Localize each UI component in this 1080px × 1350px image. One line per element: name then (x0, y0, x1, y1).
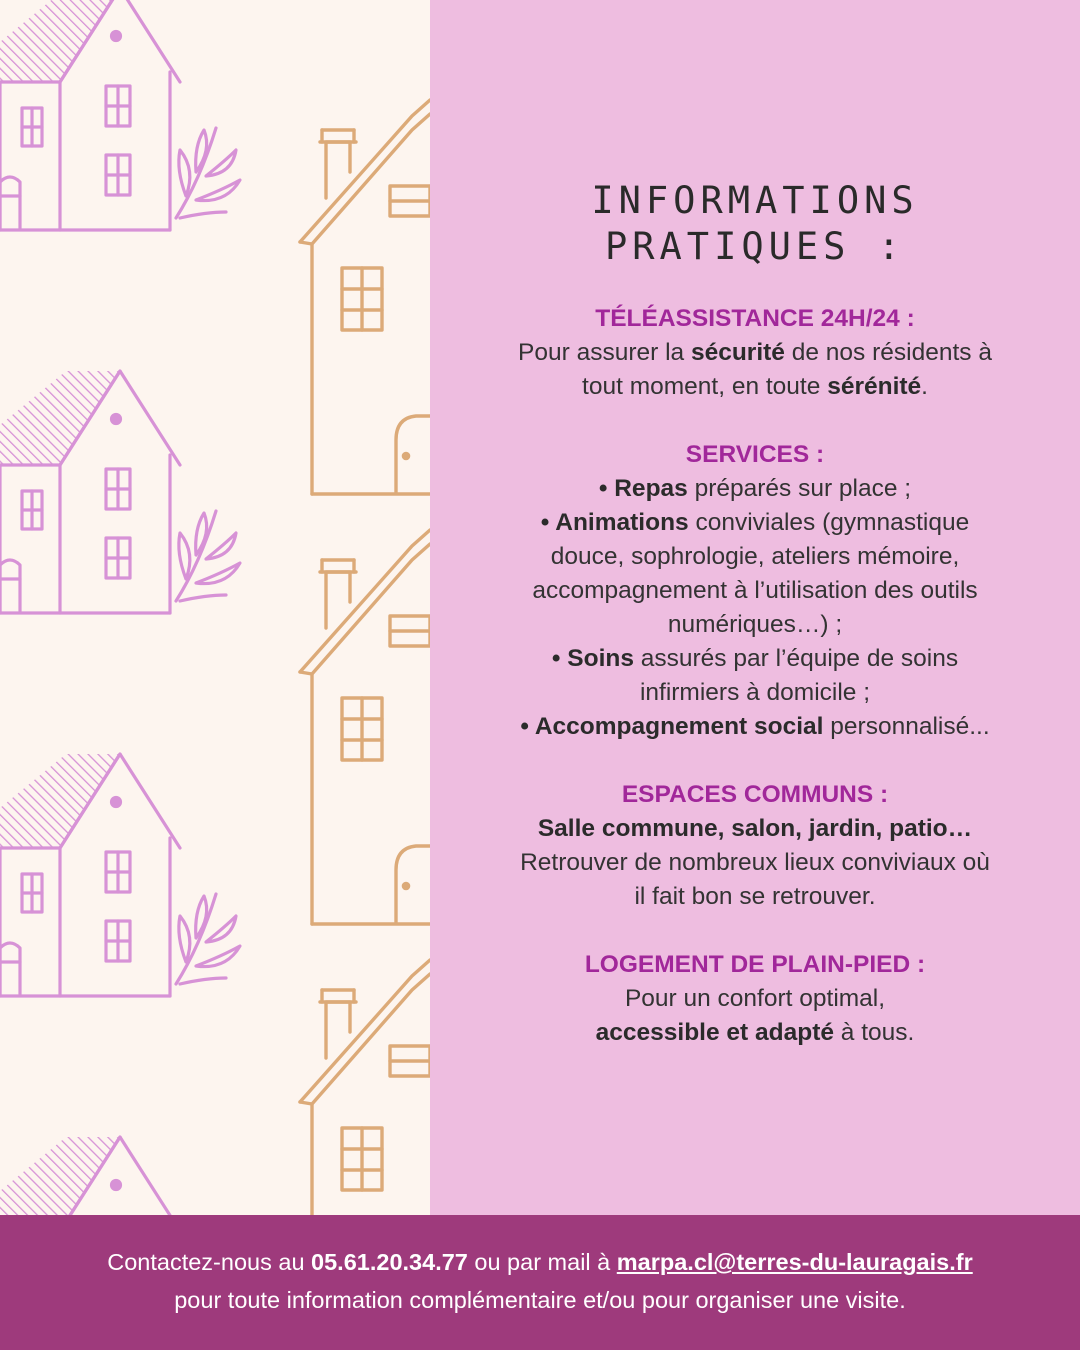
contact-footer (0, 1215, 1080, 1350)
text-span: . (921, 373, 928, 400)
phone-number[interactable]: 05.61.20.34.77 (311, 1249, 468, 1275)
text-span: assurés par l’équipe de soins (633, 645, 959, 672)
text-line: douce, sophrologie, ateliers mémoire, (550, 543, 960, 570)
text-span: ou par mail à (467, 1249, 617, 1275)
bold-text: sécurité (690, 339, 785, 366)
bold-text: • Soins (551, 645, 634, 672)
house-icon (0, 1137, 240, 1215)
title-line-2: PRATIQUES : (604, 225, 906, 268)
section-teleassistance (470, 302, 1040, 404)
bold-text: • Repas (598, 475, 688, 502)
text-line: il fait bon se retrouver. (634, 883, 876, 910)
text-span: conviviales (gymnastique (688, 509, 970, 536)
house-icon (0, 754, 240, 996)
text-line (470, 336, 1040, 370)
section-espaces-communs (470, 778, 1040, 914)
text-line: accompagnement à l’utilisation des outils (532, 577, 978, 604)
text-line: numériques…) ; (667, 611, 843, 638)
bold-text: • Animations (540, 509, 689, 536)
bold-text: sérénité (827, 373, 922, 400)
contact-line-2: pour toute information complémentaire et/ou pour organiser une visite. (174, 1287, 906, 1313)
bold-text: accessible et adapté (595, 1019, 834, 1046)
text-span: tout moment, en toute (582, 373, 828, 400)
text-line: Pour un confort optimal, (624, 985, 886, 1012)
text-span: personnalisé... (823, 713, 990, 740)
house-icon (300, 100, 430, 494)
house-icon (0, 371, 240, 613)
house-icon (0, 0, 240, 230)
section-services (470, 438, 1040, 744)
house-icon (300, 530, 430, 924)
section-heading: ESPACES COMMUNS : (621, 781, 889, 808)
title-line-1: INFORMATIONS (591, 179, 919, 222)
info-panel (430, 0, 1080, 1215)
list-item (470, 506, 1040, 540)
text-span: Contactez-nous au (107, 1249, 312, 1275)
bold-text: • Accompagnement social (520, 713, 824, 740)
house-pattern (0, 0, 430, 1215)
section-heading: SERVICES : (685, 441, 825, 468)
house-pattern-panel (0, 0, 430, 1215)
section-logement (470, 948, 1040, 1050)
text-span: préparés sur place ; (687, 475, 912, 502)
bold-text: Salle commune, salon, jardin, patio… (537, 815, 973, 842)
text-line (470, 1016, 1040, 1050)
text-line (470, 812, 1040, 846)
info-content (470, 302, 1040, 1084)
email-link[interactable]: marpa.cl@terres-du-lauragais.fr (616, 1249, 973, 1275)
text-line: Retrouver de nombreux lieux conviviaux où (520, 849, 990, 876)
list-item (470, 642, 1040, 676)
text-span: Pour assurer la (518, 339, 691, 366)
house-icon (300, 960, 430, 1215)
text-line (470, 370, 1040, 404)
text-span: de nos résidents à (784, 339, 992, 366)
list-item (470, 710, 1040, 744)
text-span: à tous. (833, 1019, 915, 1046)
text-line: infirmiers à domicile ; (639, 679, 871, 706)
list-item (470, 472, 1040, 506)
section-heading: TÉLÉASSISTANCE 24H/24 : (595, 305, 915, 332)
contact-line (0, 1243, 1080, 1281)
page-title (430, 178, 1080, 270)
section-heading: LOGEMENT DE PLAIN-PIED : (584, 951, 926, 978)
